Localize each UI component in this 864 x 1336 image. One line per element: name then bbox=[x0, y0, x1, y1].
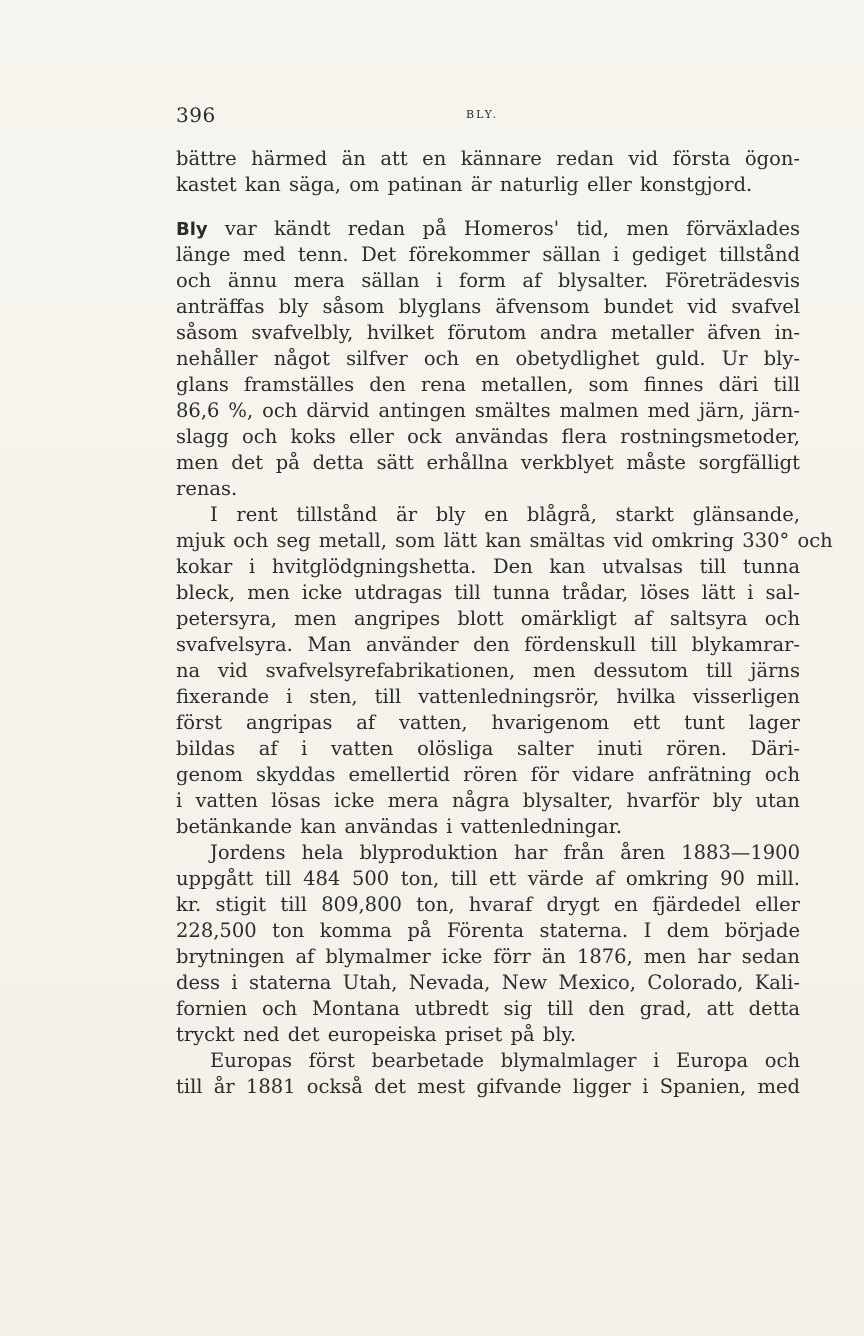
text-line: kokar i hvitglödgningshetta. Den kan utvalsas till tunna bbox=[176, 555, 800, 578]
text-line: såsom svafvelbly, hvilket förutom andra metaller äfven in- bbox=[176, 321, 800, 344]
text-line: anträffas bly såsom blyglans äfvensom bundet vid svafvel bbox=[176, 295, 800, 318]
text-line: först angripas af vatten, hvarigenom ett tunt lager bbox=[176, 711, 800, 734]
text-line: uppgått till 484 500 ton, till ett värde af omkring 90 mill. bbox=[176, 867, 800, 890]
text-line: genom skyddas emellertid rören för vidare anfrätning och bbox=[176, 763, 800, 786]
text-line bbox=[176, 216, 800, 242]
text-line: 228,500 ton komma på Förenta staterna. I dem började bbox=[176, 919, 800, 942]
text-line: fornien och Montana utbredt sig till den grad, att detta bbox=[176, 997, 800, 1020]
text-line: 86,6 %, och därvid antingen smältes malmen med järn, järn- bbox=[176, 399, 800, 422]
paragraph-5 bbox=[176, 1048, 800, 1100]
text-line: kastet kan säga, om patinan är naturlig eller konstgjord. bbox=[176, 173, 753, 196]
text-line: tryckt ned det europeiska priset på bly. bbox=[176, 1023, 577, 1046]
text-line: bättre härmed än att en kännare redan vid första ögon- bbox=[176, 147, 800, 170]
text-line: till år 1881 också det mest gifvande ligger i Spanien, med bbox=[176, 1075, 800, 1098]
page-number: 396 bbox=[176, 103, 216, 127]
paragraph-1 bbox=[176, 146, 800, 198]
page-header bbox=[176, 103, 800, 131]
text-line: na vid svafvelsyrefabrikationen, men dessutom till järns bbox=[176, 659, 800, 682]
text-line: fixerande i sten, till vattenledningsrör, hvilka visserligen bbox=[176, 685, 800, 708]
text-line: petersyra, men angripes blott omärkligt af saltsyra och bbox=[176, 607, 800, 630]
text-line: brytningen af blymalmer icke förr än 1876, men har sedan bbox=[176, 945, 800, 968]
paragraph-3 bbox=[176, 502, 833, 840]
text-fragment: var kändt redan på Homeros' tid, men förväxlades bbox=[207, 217, 800, 240]
bold-lead-word: Bly bbox=[176, 219, 208, 240]
text-line: Jordens hela blyproduktion har från åren 1883—1900 bbox=[210, 841, 800, 864]
text-line: i vatten lösas icke mera några blysalter, hvarför bly utan bbox=[176, 789, 800, 812]
body-text bbox=[176, 146, 833, 1100]
text-line: bleck, men icke utdragas till tunna trådar, löses lätt i sal- bbox=[176, 581, 800, 604]
text-line: betänkande kan användas i vattenledningar. bbox=[176, 815, 623, 838]
text-line: mjuk och seg metall, som lätt kan smältas vid omkring 330° och bbox=[176, 529, 833, 552]
text-line: bildas af i vatten olösliga salter inuti rören. Däri- bbox=[176, 737, 800, 760]
paragraph-4 bbox=[176, 840, 800, 1048]
text-line: länge med tenn. Det förekommer sällan i gediget tillstånd bbox=[176, 243, 800, 266]
paragraph-2 bbox=[176, 216, 800, 502]
text-line: och ännu mera sällan i form af blysalter. Företrädesvis bbox=[176, 269, 800, 292]
text-line: slagg och koks eller ock användas flera rostningsmetoder, bbox=[176, 425, 800, 448]
text-line: svafvelsyra. Man använder den fördenskull till blykamrar- bbox=[176, 633, 800, 656]
text-line: men det på detta sätt erhållna verkblyet måste sorgfälligt bbox=[176, 451, 800, 474]
running-head: BLY. bbox=[466, 108, 499, 121]
text-line: nehåller något silfver och en obetydlighet guld. Ur bly- bbox=[176, 347, 800, 370]
text-line: Europas först bearbetade blymalmlager i Europa och bbox=[210, 1049, 800, 1072]
text-line: glans framställes den rena metallen, som finnes däri till bbox=[176, 373, 800, 396]
text-line: dess i staterna Utah, Nevada, New Mexico, Colorado, Kali- bbox=[176, 971, 800, 994]
text-line: renas. bbox=[176, 477, 238, 500]
text-line: I rent tillstånd är bly en blågrå, starkt glänsande, bbox=[210, 503, 800, 526]
text-line: kr. stigit till 809,800 ton, hvaraf drygt en fjärdedel eller bbox=[176, 893, 800, 916]
